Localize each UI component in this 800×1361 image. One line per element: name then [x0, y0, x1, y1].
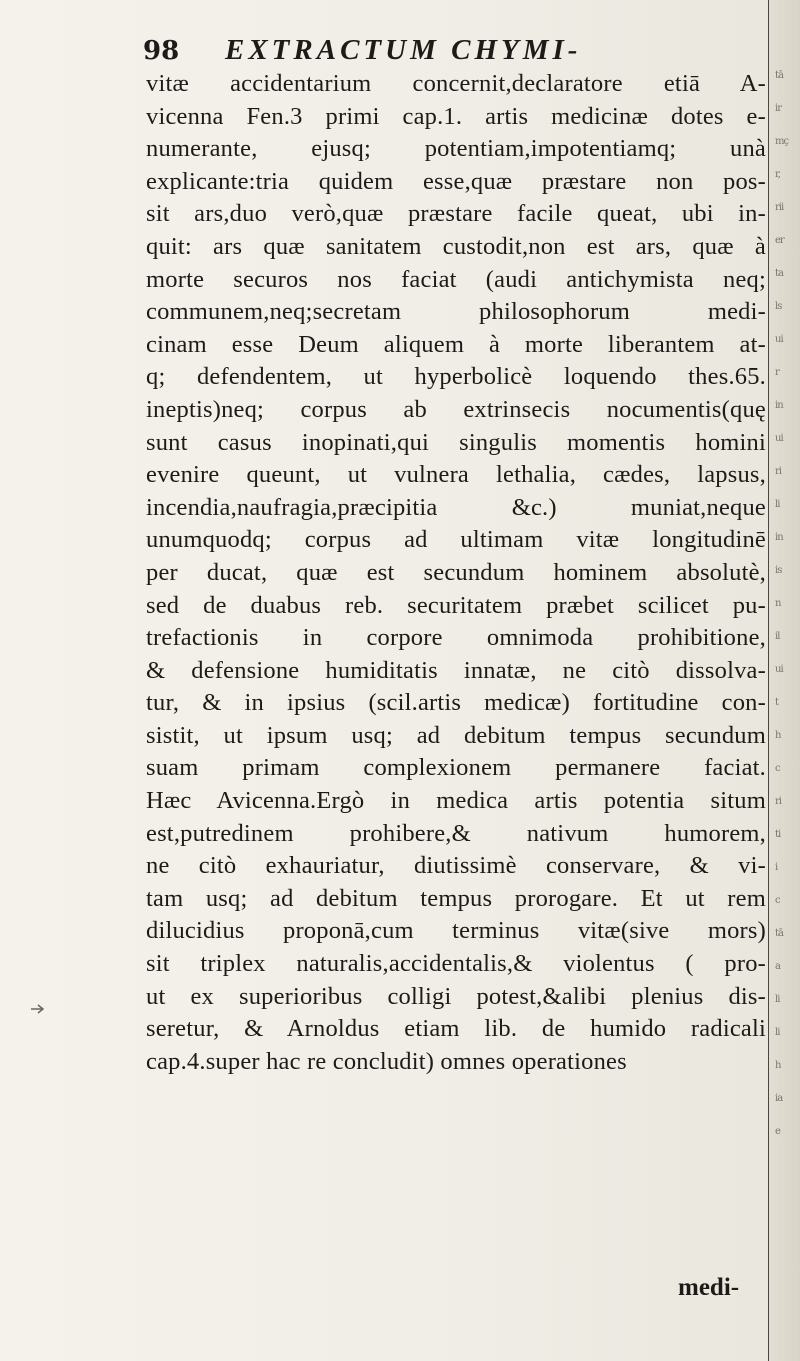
gutter-fragment: in — [775, 532, 783, 543]
gutter-fragment: is — [775, 565, 782, 576]
text-line: q; defendentem, ut hyperbolicè loquendo thes.65. — [146, 363, 766, 391]
gutter-fragment: ti — [775, 829, 781, 840]
text-line: suam primam complexionem permanere faciat. — [146, 754, 766, 782]
gutter-fragment: li — [775, 499, 780, 510]
gutter-fragment: ui — [775, 664, 783, 675]
gutter-fragment: ta — [775, 268, 783, 279]
gutter-fragment: t — [775, 697, 779, 708]
page-header — [143, 28, 763, 72]
gutter-fragment: a — [775, 961, 780, 972]
gutter-fragment: c — [775, 895, 780, 906]
text-line: quit: ars quæ sanitatem custodit,non est ars, quæ à — [146, 232, 766, 260]
gutter-fragment: h — [775, 1060, 781, 1071]
text-line: Hæc Avicenna.Ergò in medica artis potentia situm — [146, 787, 766, 815]
margin-mark-icon — [30, 1002, 46, 1016]
gutter-fragment: r — [775, 367, 779, 378]
text-line: sunt casus inopinati,qui singulis momentis homini — [146, 428, 766, 456]
text-line: explicante:tria quidem esse,quæ præstare non pos- — [146, 167, 766, 195]
gutter-fragment: mç — [775, 136, 789, 147]
text-line: vicenna Fen.3 primi cap.1. artis medicinæ dotes e- — [146, 102, 766, 130]
text-line: sistit, ut ipsum usq; ad debitum tempus secundum — [146, 721, 766, 749]
gutter-fragment: li — [775, 994, 780, 1005]
gutter-fragment: in — [775, 400, 783, 411]
catchword: medi- — [678, 1274, 740, 1301]
gutter-fragment: il — [775, 631, 780, 642]
gutter-fragment: e — [775, 1126, 780, 1137]
gutter-fragment: ui — [775, 334, 783, 345]
gutter-fragment: li — [775, 1027, 780, 1038]
gutter-fragment: h — [775, 730, 781, 741]
gutter-fragment: r, — [775, 169, 780, 180]
text-line: sed de duabus reb. securitatem præbet scilicet pu- — [146, 591, 766, 619]
text-line: morte securos nos faciat (audi antichymista neq; — [146, 265, 766, 293]
gutter-fragment: tā — [775, 70, 783, 81]
text-line: tur, & in ipsius (scil.artis medicæ) fortitudine con- — [146, 689, 766, 717]
text-line: communem,neq;secretam philosophorum medi- — [146, 298, 766, 326]
text-line: & defensione humiditatis innatæ, ne citò dissolva- — [146, 656, 766, 684]
text-line: seretur, & Arnoldus etiam lib. de humido radicali — [146, 1015, 766, 1043]
text-line: ne citò exhauriatur, diutissimè conservare, & vi- — [146, 852, 766, 880]
text-line: sit triplex naturalis,accidentalis,& violentus ( pro- — [146, 950, 766, 978]
text-line: evenire queunt, ut vulnera lethalia, cædes, lapsus, — [146, 461, 766, 489]
adjacent-page-edge — [768, 0, 800, 1361]
gutter-fragment: ls — [775, 301, 782, 312]
gutter-fragment: ia — [775, 1093, 783, 1104]
gutter-fragment: n — [775, 598, 781, 609]
gutter-fragment: ri — [775, 466, 781, 477]
text-line: dilucidius proponā,cum terminus vitæ(sive mors) — [146, 917, 766, 945]
gutter-fragment: ir — [775, 103, 781, 114]
text-line: sit ars,duo verò,quæ præstare facile queat, ubi in- — [146, 200, 766, 228]
text-line: ineptis)neq; corpus ab extrinsecis nocumentis(quę — [146, 395, 766, 423]
text-line: unumquodq; corpus ad ultimam vitæ longitudinē — [146, 526, 766, 554]
body-text — [146, 68, 766, 1078]
text-line: cinam esse Deum aliquem à morte liberantem at- — [146, 330, 766, 358]
gutter-fragment: tā — [775, 928, 783, 939]
text-line: tam usq; ad debitum tempus prorogare. Et ut rem — [146, 884, 766, 912]
text-line: est,putredinem prohibere,& nativum humorem, — [146, 819, 766, 847]
text-line: vitæ accidentarium concernit,declaratore etiā A- — [146, 70, 766, 97]
page-number: 98 — [143, 36, 180, 66]
gutter-fragment: rii — [775, 202, 784, 213]
text-line: numerante, ejusq; potentiam,impotentiamq; unà — [146, 135, 766, 163]
text-line: incendia,naufragia,præcipitia &c.) muniat,neque — [146, 493, 766, 521]
gutter-fragment: ri — [775, 796, 781, 807]
running-head: EXTRACTUM CHYMI- — [225, 34, 582, 66]
gutter-fragment: ui — [775, 433, 783, 444]
text-line: trefactionis in corpore omnimoda prohibitione, — [146, 624, 766, 652]
gutter-fragment: i — [775, 862, 778, 873]
gutter-fragment: c — [775, 763, 780, 774]
text-line: per ducat, quæ est secundum hominem absolutè, — [146, 558, 766, 586]
text-line: cap.4.super hac re concludit) omnes operationes — [146, 1047, 627, 1075]
gutter-fragment: er — [775, 235, 784, 246]
text-line: ut ex superioribus colligi potest,&alibi plenius dis- — [146, 982, 766, 1010]
